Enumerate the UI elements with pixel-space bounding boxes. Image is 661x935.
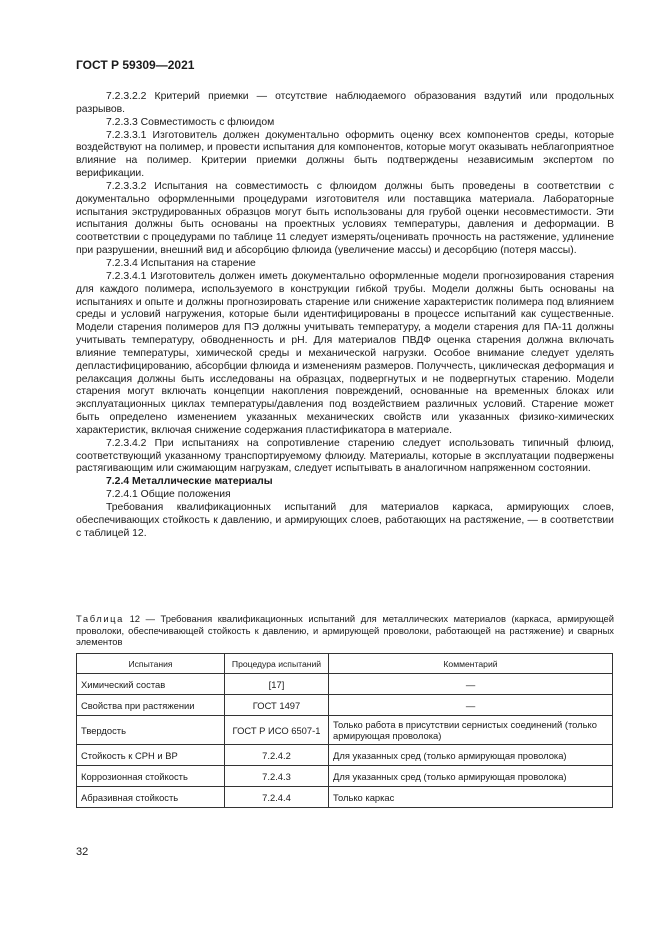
table-cell: — <box>329 674 613 695</box>
table-cell: Только каркас <box>329 787 613 808</box>
table-row <box>77 787 613 808</box>
paragraph: 7.2.3.4 Испытания на старение <box>106 257 256 269</box>
table-cell: 7.2.4.2 <box>225 745 329 766</box>
table-row <box>77 695 613 716</box>
table-caption <box>76 613 614 648</box>
document-header: ГОСТ Р 59309—2021 <box>76 58 195 72</box>
table-cell: — <box>329 695 613 716</box>
table-header-row <box>77 654 613 674</box>
table-cell: Стойкость к СРН и ВР <box>77 745 225 766</box>
paragraph: 7.2.4.1 Общие положения <box>106 489 231 501</box>
page-number: 32 <box>76 846 89 858</box>
paragraph: 7.2.3.3.2 Испытания на совместимость с флюидом должны быть проведены в соответствии с документально оформленными процедурами изготовителя или поставщика материала. Лабораторные испытания экструдированных образцов могут быть использованы для грубой оценки несовместимости. Эти испытания должны быть основаны на проектных условиях температуры, давления и деформации. В соответствии с процедурами по таблице 11 следует измерять/оценивать прочность на растяжение, удлинение при разрушении, внешний вид и абсорбцию флюида (увеличение массы) и десорбцию (потеря массы). <box>76 180 614 257</box>
table-row <box>77 716 613 745</box>
table-cell: Твердость <box>77 716 225 745</box>
table-row <box>77 674 613 695</box>
paragraph: 7.2.3.4.1 Изготовитель должен иметь документально оформленные модели прогнозирования старения для каждого полимера, используемого в конструкции гибкой трубы. Модели должны быть основаны на испытаниях и опыте и должны прогнозировать старение или снижение характеристик полимера под влиянием среды и условий нагружения, которые были идентифицированы в процессе испытаний как существенные. Модели старения полимеров для ПЭ должны учитывать температуру, а модели старения для ПА-11 должны учитывать температуру, обводненность и pH. Для материалов ПВДФ оценка старения должна включать влияние температуры, химической среды и механической нагрузки. Особое внимание следует уделять депластифицированию, абсорбции флюида и изменениям размеров. Получчесть, циклическая деформация и релаксация должны быть исследованы на образцах, подвергнутых и не подвергнутых старению. Модели старения могут включать концепции накопления повреждений, основанные на временных блоках или эксплуатационных циклах температуры/давления под воздействием различных условий. Старение может быть определено изменением указанных механических свойств или указанных физико-химических характеристик, включая снижение содержания пластификатора в материале. <box>76 270 614 436</box>
column-header: Комментарий <box>329 654 613 674</box>
paragraph: 7.2.3.3.1 Изготовитель должен документально оформить оценку всех компонентов среды, которые воздействуют на полимер, и провести испытания для компонентов, которые могут оказывать неблагоприятное влияние на полимер. Критерии приемки должны быть подтверждены независимым экспертом по верификации. <box>76 129 614 180</box>
table-cell: 7.2.4.3 <box>225 766 329 787</box>
table-cell: ГОСТ Р ИСО 6507-1 <box>225 716 329 745</box>
paragraph: Требования квалификационных испытаний для материалов каркаса, армирующих слоев, обеспечивающих стойкость к давлению, и армирующих слоев, работающих на растяжение, — в соответствии с таблицей 12. <box>76 502 614 539</box>
table-caption-label: Таблица <box>76 613 124 624</box>
paragraph: 7.2.3.4.2 При испытаниях на сопротивление старению следует использовать типичный флюид, соответствующий указанному транспортируемому флюиду. Материалы, которые в эксплуатации подвержены растягивающим или сжимающим нагрузкам, следует испытывать в аналогичном напряженном состоянии. <box>76 437 614 475</box>
table-cell: ГОСТ 1497 <box>225 695 329 716</box>
table-cell: Коррозионная стойкость <box>77 766 225 787</box>
paragraph: 7.2.3.3 Совместимость с флюидом <box>106 116 275 128</box>
column-header: Процедура испытаний <box>225 654 329 674</box>
table-cell: 7.2.4.4 <box>225 787 329 808</box>
column-header: Испытания <box>77 654 225 674</box>
table-row <box>77 766 613 787</box>
table-cell: [17] <box>225 674 329 695</box>
table-cell: Свойства при растяжении <box>77 695 225 716</box>
table-caption-text: 12 — Требования квалификационных испытаний для металлических материалов (каркаса, армирующей проволоки, обеспечивающей стойкость к давлению, и армирующей проволоки, работающей на растяжение) и сварных элементов <box>76 613 614 648</box>
table-cell: Химический состав <box>77 674 225 695</box>
table-cell: Для указанных сред (только армирующая проволока) <box>329 766 613 787</box>
table-cell: Абразивная стойкость <box>77 787 225 808</box>
section-heading: 7.2.4 Металлические материалы <box>106 476 273 488</box>
requirements-table <box>76 653 613 808</box>
table-row <box>77 745 613 766</box>
document-body <box>76 91 614 541</box>
paragraph: 7.2.3.2.2 Критерий приемки — отсутствие наблюдаемого образования вздутий или продольных разрывов. <box>76 91 614 115</box>
table-cell: Только работа в присутствии сернистых соединений (только армирующая проволока) <box>329 716 613 745</box>
table-cell: Для указанных сред (только армирующая проволока) <box>329 745 613 766</box>
